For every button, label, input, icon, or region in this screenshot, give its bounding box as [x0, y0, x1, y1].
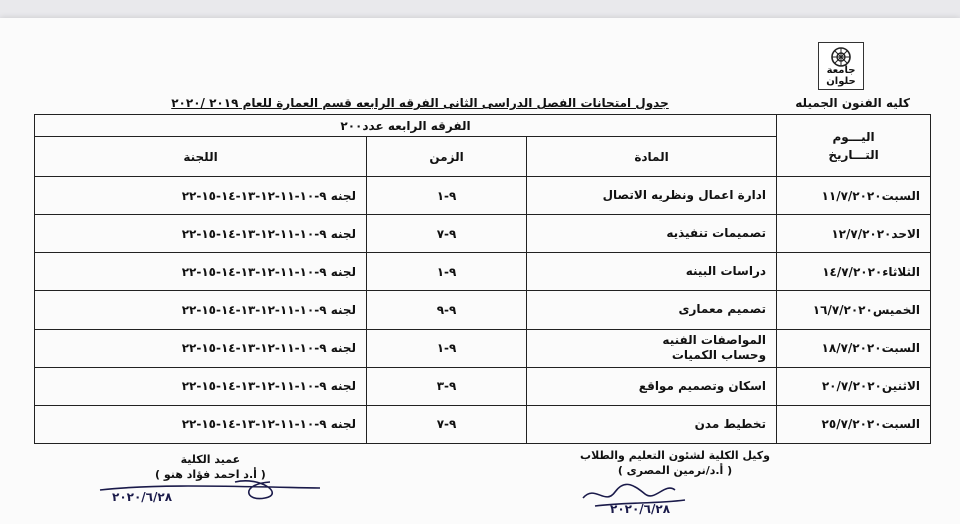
- committee-cell: لجنه ٩-١٠-١١-١٢-١٣-١٤-١٥-٢٢: [35, 329, 367, 367]
- time-cell: ٩-٩: [367, 291, 527, 329]
- dean-name: ( أ.د احمد فؤاد هنو ): [155, 468, 266, 481]
- table-row: [35, 253, 931, 291]
- committee-cell: لجنه ٩-١٠-١١-١٢-١٣-١٤-١٥-٢٢: [35, 291, 367, 329]
- subject-cell: [527, 177, 777, 215]
- day-date-cell: الاحد١٢/٧/٢٠٢٠: [777, 215, 931, 253]
- subject-cell: [527, 291, 777, 329]
- day-date-cell: السبت١٨/٧/٢٠٢٠: [777, 329, 931, 367]
- group-header: الفرقه الرابعه عدد٢٠٠: [35, 115, 777, 137]
- committee-cell: لجنه ٩-١٠-١١-١٢-١٣-١٤-١٥-٢٢: [35, 177, 367, 215]
- vice-dean-signature-date: ٢٠٢٠/٦/٢٨: [610, 502, 671, 516]
- dean-signature-date: ٢٠٢٠/٦/٢٨: [112, 490, 173, 504]
- subject-cell: [527, 329, 777, 367]
- committee-cell: لجنه ٩-١٠-١١-١٢-١٣-١٤-١٥-٢٢: [35, 253, 367, 291]
- subject-line: ادارة اعمال ونظريه الاتصال: [602, 188, 767, 203]
- day-date-cell: الخميس١٦/٧/٢٠٢٠: [777, 291, 931, 329]
- faculty-name: كليه الفنون الجميله: [795, 96, 910, 110]
- table-row: [35, 215, 931, 253]
- vice-dean-title: وكيل الكلية لشئون التعليم والطلاب: [580, 449, 770, 462]
- subject-cell: [527, 215, 777, 253]
- logo-text: جامعة حلوان: [826, 65, 856, 87]
- time-cell: ٩-١: [367, 329, 527, 367]
- subject-line: دراسات البينه: [685, 264, 767, 279]
- date-header-label: التـــاريخ: [828, 147, 879, 162]
- time-cell: ٩-٧: [367, 215, 527, 253]
- time-cell: ٩-٣: [367, 367, 527, 405]
- committee-cell: لجنه ٩-١٠-١١-١٢-١٣-١٤-١٥-٢٢: [35, 367, 367, 405]
- committee-cell: لجنه ٩-١٠-١١-١٢-١٣-١٤-١٥-٢٢: [35, 405, 367, 443]
- vice-dean-name: ( أ.د/نرمين المصرى ): [617, 464, 733, 477]
- subject-line: اسكان وتصميم مواقع: [638, 378, 767, 393]
- subject-column-header: المادة: [527, 137, 777, 177]
- time-cell: ٩-١: [367, 253, 527, 291]
- table-row: [35, 177, 931, 215]
- page-title: جدول امتحانات الفصل الدراسى الثانى الفرقه الرابعه قسم العمارة للعام ٢٠١٩ /٢٠٢٠: [171, 96, 669, 110]
- day-date-header: [777, 115, 931, 177]
- day-date-cell: السبت٢٥/٧/٢٠٢٠: [777, 405, 931, 443]
- subject-line: تصميم معمارى: [678, 302, 767, 317]
- day-date-cell: الاثنين٢٠/٧/٢٠٢٠: [777, 367, 931, 405]
- vice-dean-signature-block: [580, 448, 770, 478]
- day-date-cell: السبت١١/٧/٢٠٢٠: [777, 177, 931, 215]
- subject-line: وحساب الكميات: [671, 348, 767, 363]
- table-row: [35, 405, 931, 443]
- subject-line: تصميمات تنفيذيه: [666, 226, 767, 241]
- committee-column-header: اللجنة: [35, 137, 367, 177]
- table-row: [35, 291, 931, 329]
- time-column-header: الزمن: [367, 137, 527, 177]
- schedule-rows: [35, 177, 931, 444]
- exam-schedule-table: [34, 114, 931, 444]
- day-header-label: اليـــوم: [832, 129, 875, 144]
- subject-line: المواصفات الفنيه: [662, 333, 767, 348]
- time-cell: ٩-١: [367, 177, 527, 215]
- table-row: [35, 329, 931, 367]
- dean-title: عميد الكلية: [180, 453, 241, 466]
- subject-cell: [527, 253, 777, 291]
- committee-cell: لجنه ٩-١٠-١١-١٢-١٣-١٤-١٥-٢٢: [35, 215, 367, 253]
- table-row: [35, 367, 931, 405]
- document-page: [0, 18, 960, 524]
- day-date-cell: الثلاثاء١٤/٧/٢٠٢٠: [777, 253, 931, 291]
- time-cell: ٩-٧: [367, 405, 527, 443]
- subject-cell: [527, 367, 777, 405]
- university-logo: [818, 42, 864, 90]
- subject-line: تخطيط مدن: [694, 416, 767, 431]
- subject-cell: [527, 405, 777, 443]
